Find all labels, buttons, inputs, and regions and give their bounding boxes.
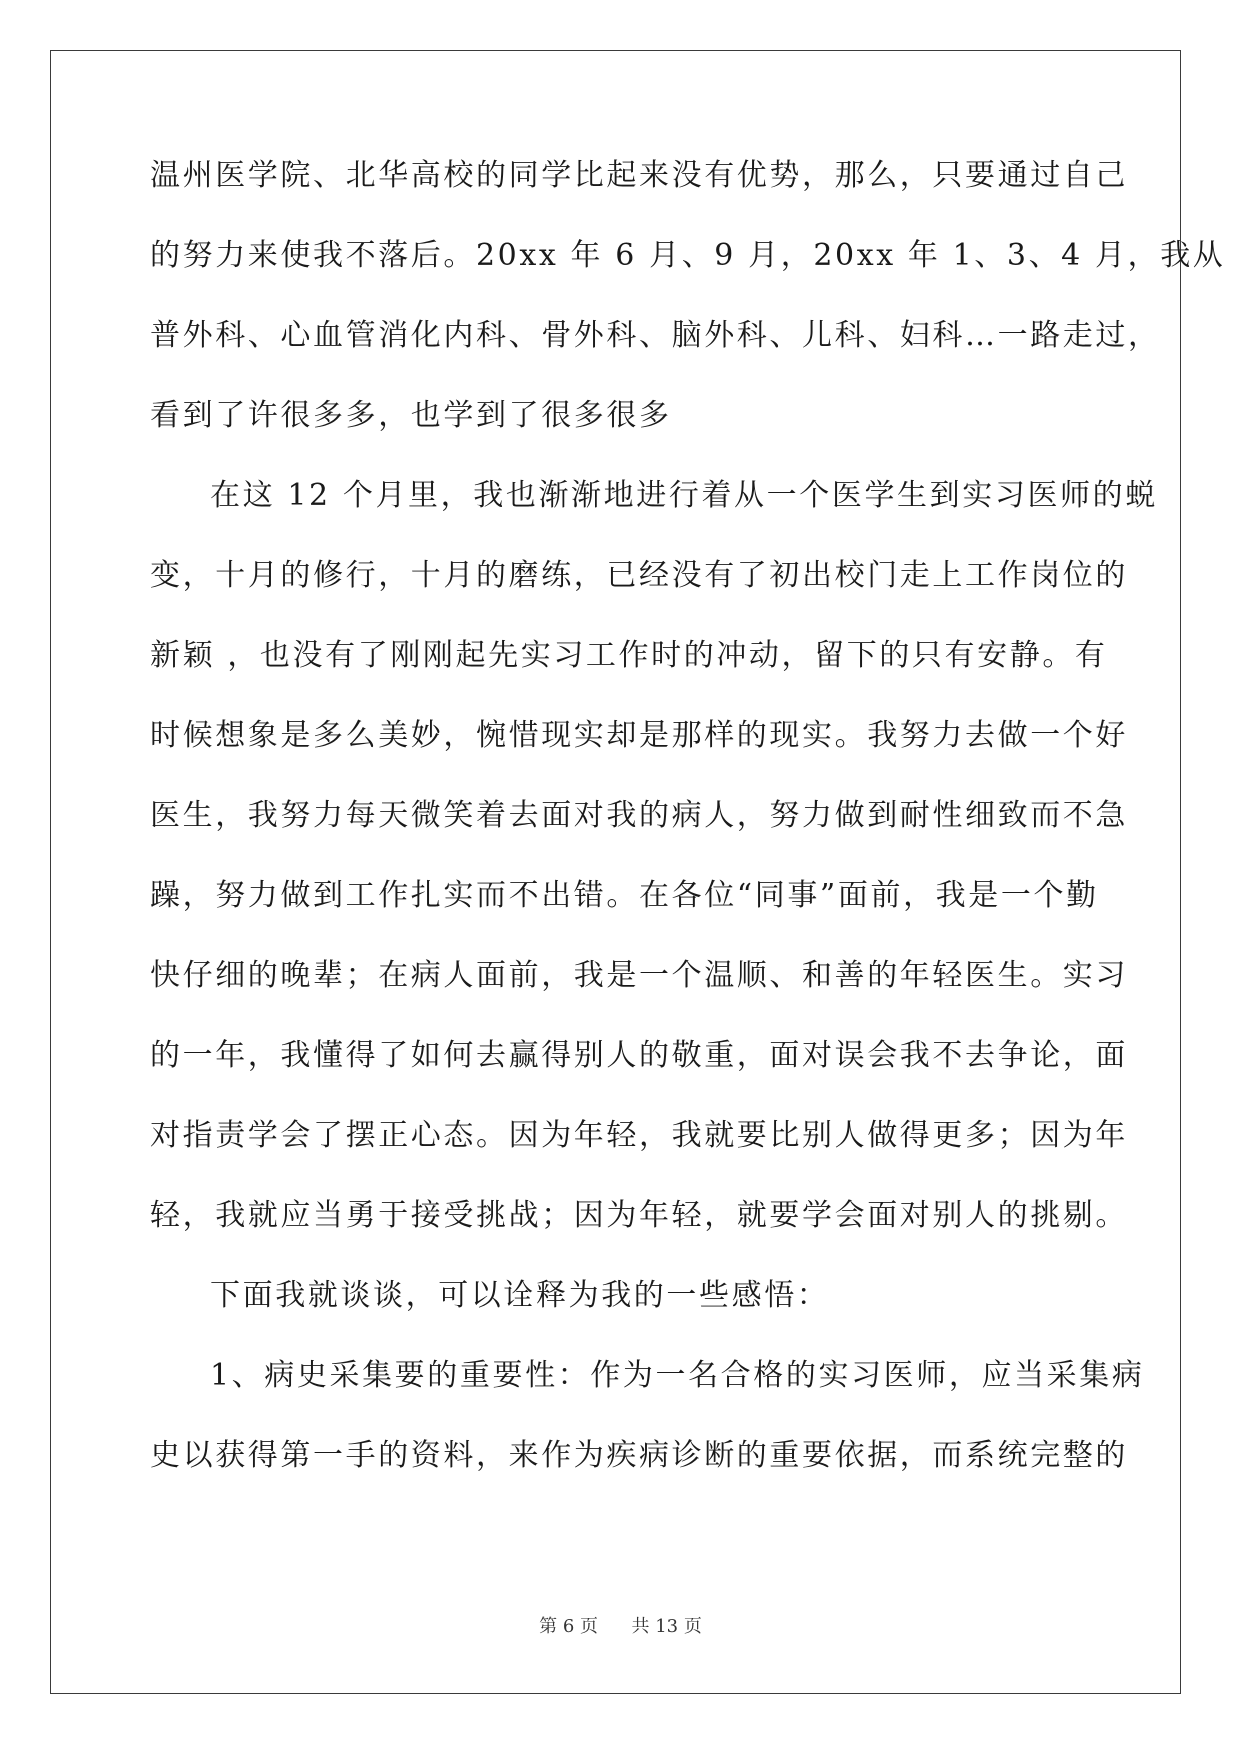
text-line-3: 普外科、心血管消化内科、骨外科、脑外科、儿科、妇科…一路走过， xyxy=(150,318,1161,353)
text-line-12: 的一年，我懂得了如何去赢得别人的敬重，面对误会我不去争论，面 xyxy=(150,1038,1128,1073)
text-line-6: 变，十月的修行，十月的磨练，已经没有了初出校门走上工作岗位的 xyxy=(150,558,1128,593)
text-line-14: 轻，我就应当勇于接受挑战；因为年轻，就要学会面对别人的挑剔。 xyxy=(150,1198,1128,1233)
text-line-2: 的努力来使我不落后。20xx 年 6 月、9 月，20xx 年 1、3、4 月，我从 xyxy=(150,238,1226,273)
text-line-1: 温州医学院、北华高校的同学比起来没有优势，那么，只要通过自己 xyxy=(150,158,1128,193)
text-line-13: 对指责学会了摆正心态。因为年轻，我就要比别人做得更多；因为年 xyxy=(150,1118,1128,1153)
page-footer xyxy=(0,1612,1241,1638)
text-line-9: 医生，我努力每天微笑着去面对我的病人，努力做到耐性细致而不急 xyxy=(150,798,1128,833)
text-line-10: 躁，努力做到工作扎实而不出错。在各位“同事”面前，我是一个勤 xyxy=(150,878,1099,913)
total-pages-label: 共 13 页 xyxy=(631,1616,702,1637)
document-body xyxy=(150,152,1226,1512)
text-line-15: 下面我就谈谈，可以诠释为我的一些感悟： xyxy=(210,1278,830,1313)
text-line-16: 1、病史采集要的重要性：作为一名合格的实习医师，应当采集病 xyxy=(210,1358,1145,1393)
text-line-8: 时候想象是多么美妙，惋惜现实却是那样的现实。我努力去做一个好 xyxy=(150,718,1128,753)
text-line-5: 在这 12 个月里，我也渐渐地进行着从一个医学生到实习医师的蜕 xyxy=(210,478,1158,513)
page-number-label: 第 6 页 xyxy=(539,1616,599,1637)
text-line-7: 新颖 ，也没有了刚刚起先实习工作时的冲动，留下的只有安静。有 xyxy=(150,638,1108,673)
text-line-4: 看到了许很多多，也学到了很多很多 xyxy=(150,398,672,433)
text-line-17: 史以获得第一手的资料，来作为疾病诊断的重要依据，而系统完整的 xyxy=(150,1438,1128,1473)
text-line-11: 快仔细的晚辈；在病人面前，我是一个温顺、和善的年轻医生。实习 xyxy=(150,958,1128,993)
